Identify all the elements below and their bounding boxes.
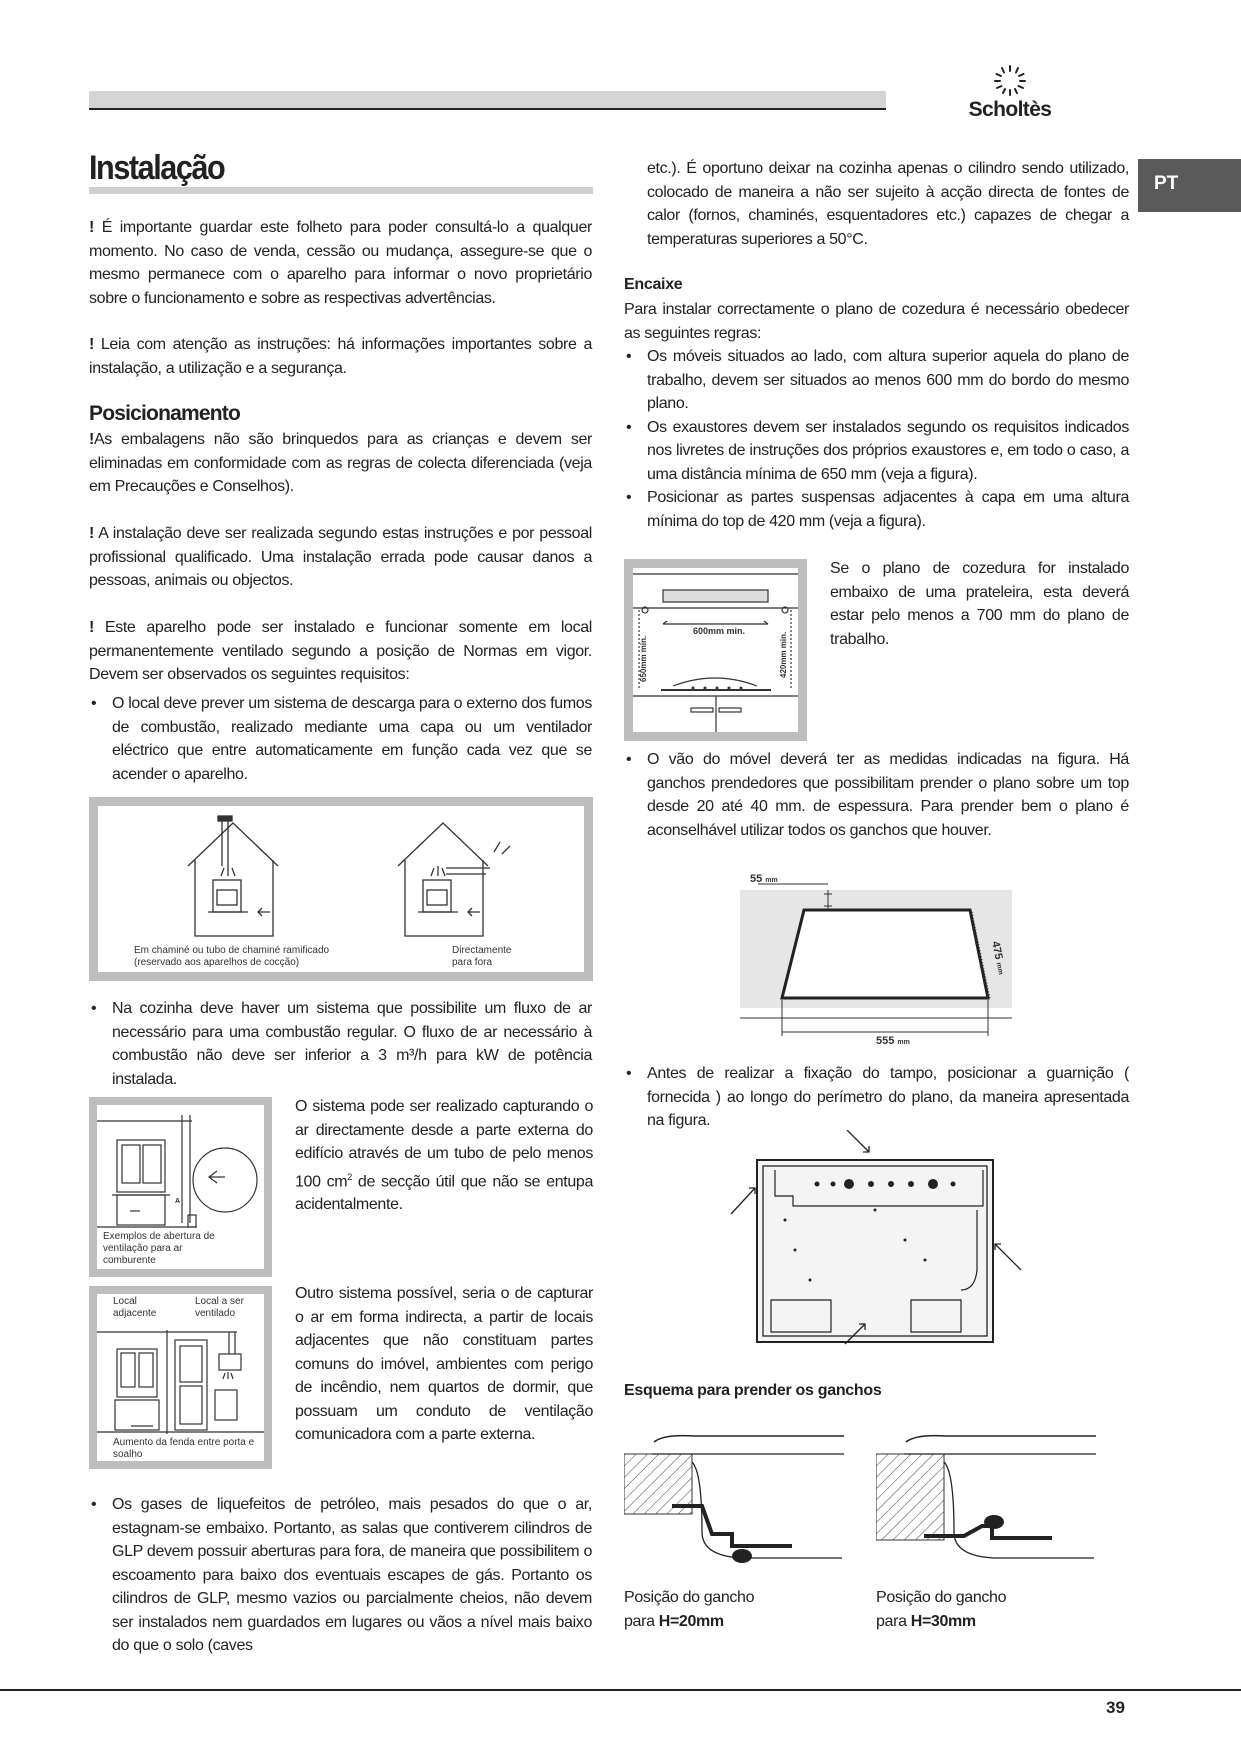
page-number: 39 (1106, 1698, 1125, 1717)
adjacent-caption: Aumento da fenda entre porta e soalho (113, 1437, 255, 1460)
hook-h20-illustration (624, 1432, 850, 1582)
requirements-list-2 (89, 997, 592, 1091)
figure-hood-clearance (624, 559, 807, 741)
encaixe-rules-list (624, 345, 1129, 533)
ventilation-text-2: Outro sistema possível, seria o de capturar o ar em forma indirecta, a partir de locais adjacentes que não constituam partes comuns do imóvel, ambientes com perigo de incêndio, nem quartos de dormir, que possuam um conduto de ventilação comunicadora com a parte externa. (295, 1285, 593, 1443)
warning-mark: ! (89, 219, 94, 236)
warning-mark: ! (89, 619, 94, 636)
warning-mark: ! (89, 336, 94, 353)
figure-adjacent-room (89, 1286, 272, 1469)
figure-ventilation-opening (89, 1097, 272, 1277)
chimney-caption-right: Directamente para fora (452, 945, 512, 968)
adjacent-label-right: Local a ser ventilado (195, 1296, 244, 1319)
dim-600: 600mm min. (693, 626, 746, 636)
requirements-list-3 (89, 1493, 592, 1658)
posicionamento-paragraph-2: ! A instalação deve ser realizada segundo estas instruções e por pessoal profissional qualificado. Uma instalação errada pode causar danos a pessoas, animais ou objectos. (89, 525, 592, 589)
dim-555: 555 mm (876, 1035, 910, 1047)
brand-logo (960, 64, 1060, 132)
figure-chimney-exhaust (89, 797, 593, 981)
figure-cutout-dimensions (740, 870, 1012, 1050)
cutout-list (624, 748, 1129, 842)
list-item: • O vão do móvel deverá ter as medidas indicadas na figura. Há ganchos prendedores que possibilitam prender o plano sobre um top desde 20 até 40 mm. de espessura. Para prender bem o plano é aconselhável utilizar todos os ganchos que houver. (624, 748, 1129, 842)
list-item: • O local deve prever um sistema de descarga para o externo dos fumos de combustão, realizado mediante uma capa ou um ventilador eléctrico que entre automaticamente em função cada vez que se acender o aparelho. (89, 692, 592, 786)
posicionamento-paragraph-3: ! Este aparelho pode ser instalado e funcionar somente em local permanentemente ventilado segundo a posição de Normas em vigor. Devem ser observados os seguintes requisitos: (89, 619, 592, 683)
chimney-caption-left: Em chaminé ou tubo de chaminé ramificado (reservado aos aparelhos de cocção) (134, 945, 330, 968)
list-item: • Na cozinha deve haver um sistema que possibilite um fluxo de ar necessário para uma combustão regular. O fluxo de ar necessário à combustão não deve ser inferior a 3 m³/h para kW de potência instalada. (89, 997, 592, 1091)
hood-clearance-illustration (633, 568, 798, 732)
warning-mark: ! (89, 525, 94, 542)
adjacent-label-left: Local adjacente (113, 1296, 157, 1319)
header-rule (89, 108, 886, 110)
header-bar (89, 91, 886, 108)
section-posicionamento-title: Posicionamento (89, 402, 240, 425)
continuation-paragraph: etc.). É oportuno deixar na cozinha apenas o cilindro sendo utilizado, colocado de maneira a não ser sujeito à acção directa de fontes de calor (fornos, chaminés, esquentadores etc.) capazes de chegar a temperaturas superiores a 50°C. (647, 160, 1129, 248)
list-item: • Antes de realizar a fixação do tampo, posicionar a guarnição ( fornecida ) ao longo do perímetro do plano, da maneira apresentada na figura. (624, 1062, 1129, 1133)
hooks-section-title: Esquema para prender os ganchos (624, 1382, 882, 1399)
page-title: Instalação (89, 149, 225, 187)
hook-h30-illustration (876, 1432, 1102, 1582)
vent-caption: Exemplos de abertura de ventilação para ar comburente (103, 1231, 215, 1266)
brand-name: Scholtès (968, 98, 1052, 121)
dim-55: 55 mm (750, 873, 778, 885)
title-underline (89, 187, 593, 194)
vent-label-a: A (175, 1198, 181, 1205)
shelf-text: Se o plano de cozedura for instalado embaixo de uma prateleira, esta deverá estar pelo menos a 700 mm do plano de trabalho. (830, 560, 1129, 648)
language-tab-label: PT (1154, 173, 1179, 194)
hook-caption-h20: Posição do gancho para H=20mm (624, 1589, 755, 1630)
ventilation-text-1: O sistema pode ser realizado capturando o ar directamente desde a parte externa do edifício através de um tubo de pelo menos 100 $cm^2$ de secção útil que não se entupa acidentalmente. (295, 1098, 593, 1214)
sun-logo-icon (992, 64, 1028, 96)
language-tab (1138, 159, 1241, 212)
figure-gasket-placement (725, 1130, 1025, 1350)
requirements-list-1 (89, 692, 592, 786)
hook-caption-h30: Posição do gancho para H=30mm (876, 1589, 1007, 1630)
posicionamento-paragraph-1: !As embalagens não são brinquedos para as crianças e devem ser eliminadas em conformidade com as regras de colecta diferenciada (veja em Precauções e Conselhos). (89, 431, 592, 495)
list-item: • Posicionar as partes suspensas adjacentes à capa em uma altura mínima do top de 420 mm (veja a figura). (624, 486, 1129, 533)
footer-rule (0, 1689, 1241, 1691)
encaixe-intro: Para instalar correctamente o plano de cozedura é necessário obedecer as seguintes regras: (624, 301, 1129, 342)
figure-hook-h30 (876, 1432, 1102, 1582)
list-item: • Os gases de liquefeitos de petróleo, mais pesados do que o ar, estagnam-se embaixo. Portanto, as salas que contiverem cilindros de GLP devem possuir aberturas para fora, de maneira que possibilitem o escoamento para baixo dos eventuais escapes de gás. Portanto os cilindros de GLP, mesmo vazios ou parcialmente cheios, não devem ser instalados nem guardados em lugares ou vãos a nível mais baixo do que o solo (caves (89, 1493, 592, 1658)
cutout-dimensions-illustration (740, 870, 1012, 1050)
section-encaixe-title: Encaixe (624, 276, 683, 293)
gasket-list (624, 1062, 1129, 1133)
intro-paragraph-2: ! Leia com atenção as instruções: há informações importantes sobre a instalação, a utilização e a segurança. (89, 336, 592, 377)
dim-650: 650mm min. (639, 635, 648, 682)
hob-underside-illustration (725, 1130, 1025, 1350)
warning-mark: ! (89, 431, 94, 448)
dim-420: 420mm min. (779, 631, 788, 678)
dim-475: 475mm (989, 940, 1005, 976)
figure-hook-h20 (624, 1432, 850, 1582)
list-item: • Os móveis situados ao lado, com altura superior aquela do plano de trabalho, devem ser situados ao menos 600 mm do bordo do mesmo plano. (624, 345, 1129, 416)
list-item: • Os exaustores devem ser instalados segundo os requisitos indicados nos livretes de instruções dos próprios exaustores e, em todo o caso, a uma distância mínima de 650 mm (veja a figura). (624, 416, 1129, 487)
intro-paragraph-1: ! É importante guardar este folheto para poder consultá-lo a qualquer momento. No caso de venda, cessão ou mudança, assegure-se que o mesmo permanece com o aparelho para informar o novo proprietário sobre o funcionamento e sobre as respectivas advertências. (89, 219, 592, 307)
